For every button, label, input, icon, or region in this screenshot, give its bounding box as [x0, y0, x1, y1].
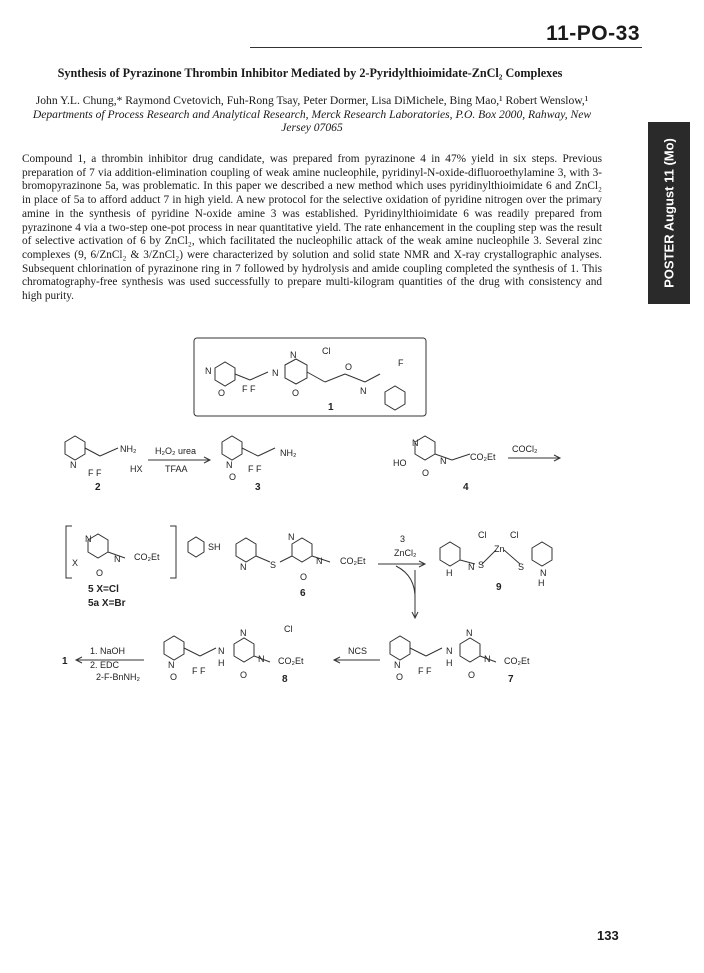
author-list: John Y.L. Chung,* Raymond Cvetovich, Fuh-Rong Tsay, Peter Dormer, Lisa DiMichele, Bing Mao,¹ Robert Wenslow,¹: [35, 94, 589, 107]
svg-text:O: O: [229, 472, 237, 482]
compound-label: 5a X=Br: [88, 598, 126, 609]
reagent-label: H₂O₂ urea: [155, 446, 197, 456]
svg-text:N: N: [394, 660, 401, 670]
svg-text:H: H: [538, 578, 545, 588]
svg-text:N: N: [290, 350, 297, 360]
svg-text:F F: F F: [418, 666, 432, 676]
svg-text:X: X: [72, 558, 79, 568]
svg-text:N: N: [70, 460, 77, 470]
svg-text:N: N: [240, 628, 247, 638]
reagent-label: ZnCl₂: [394, 548, 417, 558]
svg-text:NH₂: NH₂: [280, 448, 297, 458]
poster-date-tab: [648, 122, 690, 304]
reagent-label: COCl₂: [512, 444, 538, 454]
svg-text:F F: F F: [192, 666, 206, 676]
compound-3-structure: [222, 436, 275, 460]
reagent-label: NCS: [348, 646, 368, 656]
compound-label: 2: [95, 482, 101, 493]
svg-text:N: N: [466, 628, 473, 638]
svg-text:O: O: [396, 672, 404, 682]
svg-text:O: O: [170, 672, 178, 682]
svg-text:O: O: [468, 670, 476, 680]
compound-label: 6: [300, 588, 306, 599]
abstract-text: Compound 1, a thrombin inhibitor drug candidate, was prepared from pyrazinone 4 in 47% yield in six steps. Previous preparation of 7 via addition-elimination coupling of weak amine nucleophile, pyridinyl-N-oxide-difluoroethylamine 3, with 3-bromopyrazinone 5a, was problematic. In this paper we described a new method which uses pyridinylthioimidate 6 and ZnCl₂ in place of 5a to afford adduct 7 in high yield. A new protocol for the selective oxidation of pyridine nitrogen over the primary amine in the synthesis of pyridine N-oxide amine 3 was established. Pyridinylthioimidate 6 was readily prepared from pyrazinone 4 via a two-step one-pot process in near quantitative yield. The rate enhancement in the coupling step was the result of selective activation of 6 by ZnCl₂, which facilitated the nucleophilic attack of the weak amine nucleophile 3. Several zinc complexes (9, 6/ZnCl₂ & 3/ZnCl₂) were characterized by solution and solid state NMR and X-ray crystallographic analyses. Subsequent chlorination of pyrazinone ring in 7 followed by hydrolysis and amide coupling completed the synthesis of 1. This chromatography-free synthesis was used successfully to prepare multi-kilogram quantities of the drug with consistency and high purity.: [22, 153, 602, 303]
reagent-label: 3: [400, 534, 406, 544]
svg-text:F F: F F: [242, 384, 256, 394]
svg-text:N: N: [205, 366, 212, 376]
compound-label: 9: [496, 582, 502, 593]
svg-text:O: O: [218, 388, 226, 398]
svg-text:CO₂Et: CO₂Et: [134, 552, 160, 562]
compound-8-structure: [164, 636, 270, 662]
reagent-label: 2-F-BnNH₂: [96, 672, 140, 682]
svg-text:NH₂: NH₂: [120, 444, 137, 454]
compound-1-frame: [194, 338, 426, 416]
session-code: 11-PO-33: [546, 22, 640, 45]
compound-label: 1: [328, 402, 334, 413]
compound-label: 5 X=Cl: [88, 584, 119, 595]
compound-7-structure: [390, 636, 496, 662]
svg-text:N: N: [272, 368, 279, 378]
reagent-label: TFAA: [165, 464, 188, 474]
svg-text:S: S: [270, 560, 277, 570]
svg-text:S: S: [518, 562, 525, 572]
svg-text:N: N: [316, 556, 323, 566]
author-block: [22, 94, 602, 135]
svg-text:N: N: [168, 660, 175, 670]
svg-text:N: N: [226, 460, 233, 470]
svg-text:S: S: [478, 560, 485, 570]
svg-text:N: N: [360, 386, 367, 396]
pyridinethiol-ring: [188, 537, 204, 557]
compound-label: 7: [508, 674, 514, 685]
reaction-arrow-curved: [396, 566, 415, 600]
svg-text:CO₂Et: CO₂Et: [470, 452, 496, 462]
svg-text:N: N: [446, 646, 453, 656]
svg-text:O: O: [96, 568, 104, 578]
svg-text:N: N: [540, 568, 547, 578]
reagent-label: 2. EDC: [90, 660, 120, 670]
svg-text:O: O: [292, 388, 300, 398]
svg-text:O: O: [422, 468, 430, 478]
compound-2-structure: [65, 436, 118, 460]
compound-label: 4: [463, 482, 469, 493]
svg-text:SH: SH: [208, 542, 221, 552]
svg-text:O: O: [300, 572, 308, 582]
svg-text:N: N: [468, 562, 475, 572]
page-number: 133: [597, 928, 619, 943]
svg-text:H: H: [446, 658, 453, 668]
svg-text:N: N: [412, 438, 419, 448]
svg-text:HO: HO: [393, 458, 407, 468]
svg-text:N: N: [218, 646, 225, 656]
svg-text:O: O: [345, 362, 353, 372]
svg-text:Zn: Zn: [494, 544, 505, 554]
svg-text:F F: F F: [248, 464, 262, 474]
reaction-scheme: [0, 330, 704, 710]
bracket-right: [170, 526, 176, 578]
header-rule: [250, 47, 642, 48]
hx-label: HX: [130, 464, 143, 474]
svg-text:Cl: Cl: [284, 624, 293, 634]
svg-text:Cl: Cl: [510, 530, 519, 540]
svg-text:Cl: Cl: [322, 346, 331, 356]
svg-text:H: H: [218, 658, 225, 668]
svg-text:1: 1: [62, 656, 68, 667]
svg-text:CO₂Et: CO₂Et: [340, 556, 366, 566]
svg-text:N: N: [258, 654, 265, 664]
svg-text:N: N: [288, 532, 295, 542]
svg-text:N: N: [85, 534, 92, 544]
reagent-label: 1. NaOH: [90, 646, 126, 656]
svg-text:N: N: [240, 562, 247, 572]
svg-text:Cl: Cl: [478, 530, 487, 540]
paper-title: Synthesis of Pyrazinone Thrombin Inhibitor Mediated by 2-Pyridylthioimidate-ZnCl₂ Complexes: [57, 66, 563, 80]
svg-text:F: F: [398, 358, 404, 368]
svg-text:O: O: [240, 670, 248, 680]
svg-text:CO₂Et: CO₂Et: [504, 656, 530, 666]
compound-label: 3: [255, 482, 261, 493]
bracket-left: [66, 526, 72, 578]
poster-date-label: POSTER August 11 (Mo): [661, 138, 677, 288]
svg-text:N: N: [484, 654, 491, 664]
affiliation: Departments of Process Research and Analytical Research, Merck Research Laboratories, P.O. Box 2000, Rahway, New Jersey 07065: [32, 107, 592, 134]
svg-text:N: N: [440, 456, 447, 466]
svg-text:H: H: [446, 568, 453, 578]
svg-text:CO₂Et: CO₂Et: [278, 656, 304, 666]
svg-text:N: N: [114, 554, 121, 564]
svg-text:F F: F F: [88, 468, 102, 478]
compound-label: 8: [282, 674, 288, 685]
